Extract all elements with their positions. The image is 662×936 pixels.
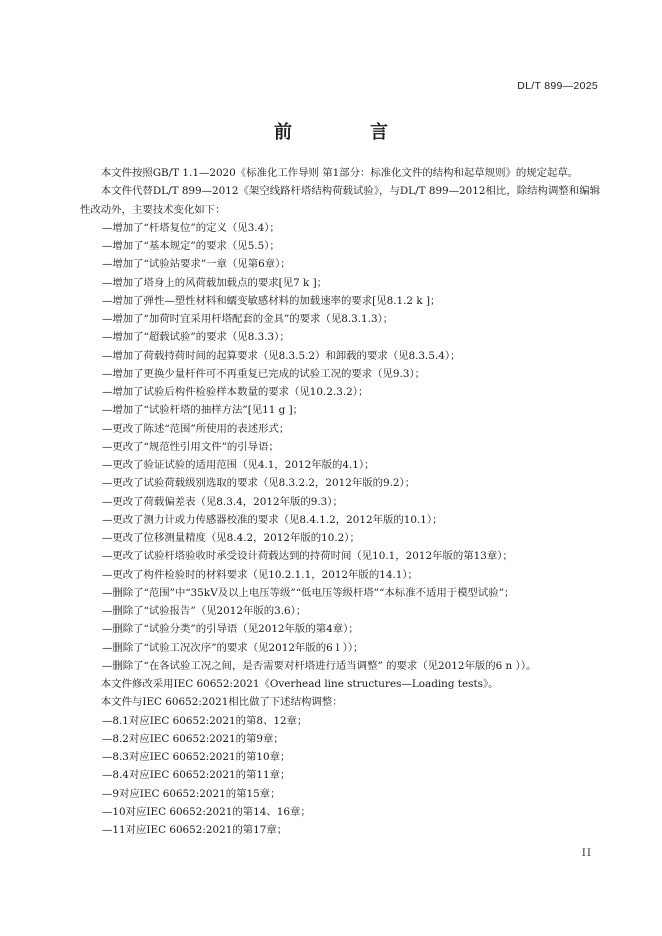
list-item: —增加了“加荷时宜采用杆塔配套的金具”的要求（见8.3.1.3）； [102, 313, 394, 325]
list-item: —删除了“在各试验工况之间，是否需要对杆塔进行适当调整” 的要求（见2012年版的6 n ））。 [102, 659, 537, 672]
list-item: —增加了塔身上的风荷载加载点的要求[见7 k ]； [102, 276, 328, 289]
structure-adjustments-list [80, 712, 600, 840]
technical-changes-list [80, 219, 600, 675]
list-item: —删除了“试验分类”的引导语（见2012年版的第4章）； [102, 623, 359, 636]
list-item: —增加了更换少量杆件可不再重复已完成的试验工况的要求（见9.3）； [102, 367, 426, 380]
list-item: —增加了“试验杆塔的抽样方法”[见11 g ]； [102, 404, 304, 417]
list-item: —11对应IEC 60652:2021的第17章； [102, 824, 288, 836]
list-item: —更改了验证试验的适用范围（见4.1，2012年版的4.1）； [102, 459, 375, 471]
list-item: —增加了“基本规定”的要求（见5.5）； [102, 240, 280, 252]
list-item: —更改了测力计或力传感器校准的要求（见8.4.1.2，2012年版的10.1）； [102, 513, 443, 526]
list-item: —更改了“规范性引用文件”的引导语； [102, 440, 279, 453]
list-item: —更改了试验杆塔验收时承受设计荷载达到的持荷时间（见10.1，2012年版的第13章）； [102, 550, 513, 563]
list-item: —更改了位移测量精度（见8.4.2，2012年版的10.2）； [102, 532, 360, 544]
list-item: —8.1对应IEC 60652:2021的第8、12章； [102, 714, 308, 727]
list-item: —增加了荷载持荷时间的起算要求（见8.3.5.2）和卸载的要求（见8.3.5.4）； [102, 349, 461, 362]
paragraph-iec-structure-intro: 本文件与IEC 60652:2021相比做了下述结构调整： [100, 696, 343, 709]
document-body [80, 164, 600, 839]
list-item: —增加了“杆塔复位”的定义（见3.4）； [102, 221, 280, 234]
list-item: —10对应IEC 60652:2021的第14、16章； [102, 805, 311, 818]
list-item: —删除了“试验工况次序”的要求（见2012年版的6 l ））； [102, 641, 364, 654]
list-item: —删除了“试验报告”（见2012年版的3.6）； [102, 605, 307, 617]
list-item: —更改了试验荷载级别选取的要求（见8.3.2.2，2012年版的9.2）； [102, 477, 416, 490]
page-title: 前 言 [274, 122, 418, 143]
list-item: —增加了弹性—塑性材料和蠕变敏感材料的加载速率的要求[见8.1.2 k ]； [102, 294, 441, 307]
list-item: —增加了“试验站要求”一章（见第6章）； [102, 258, 291, 271]
list-item: —增加了试验后构件检验样本数量的要求（见10.2.3.2）； [102, 386, 369, 398]
list-item: —删除了“范围”中“35kV及以上电压等级”“低电压等级杆塔”“本标准不适用于模型试验”； [102, 586, 515, 599]
page-number: II [581, 847, 592, 859]
document-code-header: DL/T 899—2025 [517, 80, 598, 92]
list-item: —9对应IEC 60652:2021的第15章； [102, 787, 281, 800]
list-item: —更改了陈述“范围”所使用的表述形式； [102, 422, 290, 435]
paragraph-iec-adoption: 本文件修改采用IEC 60652:2021《Overhead line structures—Loading tests》。 [100, 678, 499, 690]
list-item: —8.2对应IEC 60652:2021的第9章； [102, 732, 284, 745]
paragraph-drafting-rules: 本文件按照GB/T 1.1—2020《标准化工作导则 第1部分：标准化文件的结构和起草规则》的规定起草。 [100, 167, 579, 179]
list-item: —更改了构件检验时的材料要求（见10.2.1.1，2012年版的14.1）； [102, 568, 418, 581]
paragraph-replacement: 本文件代替DL/T 899—2012《架空线路杆塔结构荷载试验》，与DL/T 899—2012相比，除结构调整和编辑性改动外，主要技术变化如下： [80, 185, 600, 216]
list-item: —增加了“超载试验”的要求（见8.3.3）； [102, 331, 290, 344]
list-item: —8.4对应IEC 60652:2021的第11章； [102, 769, 291, 782]
list-item: —更改了荷载偏差表（见8.3.4，2012年版的9.3）； [102, 495, 343, 508]
list-item: —8.3对应IEC 60652:2021的第10章； [102, 751, 291, 763]
